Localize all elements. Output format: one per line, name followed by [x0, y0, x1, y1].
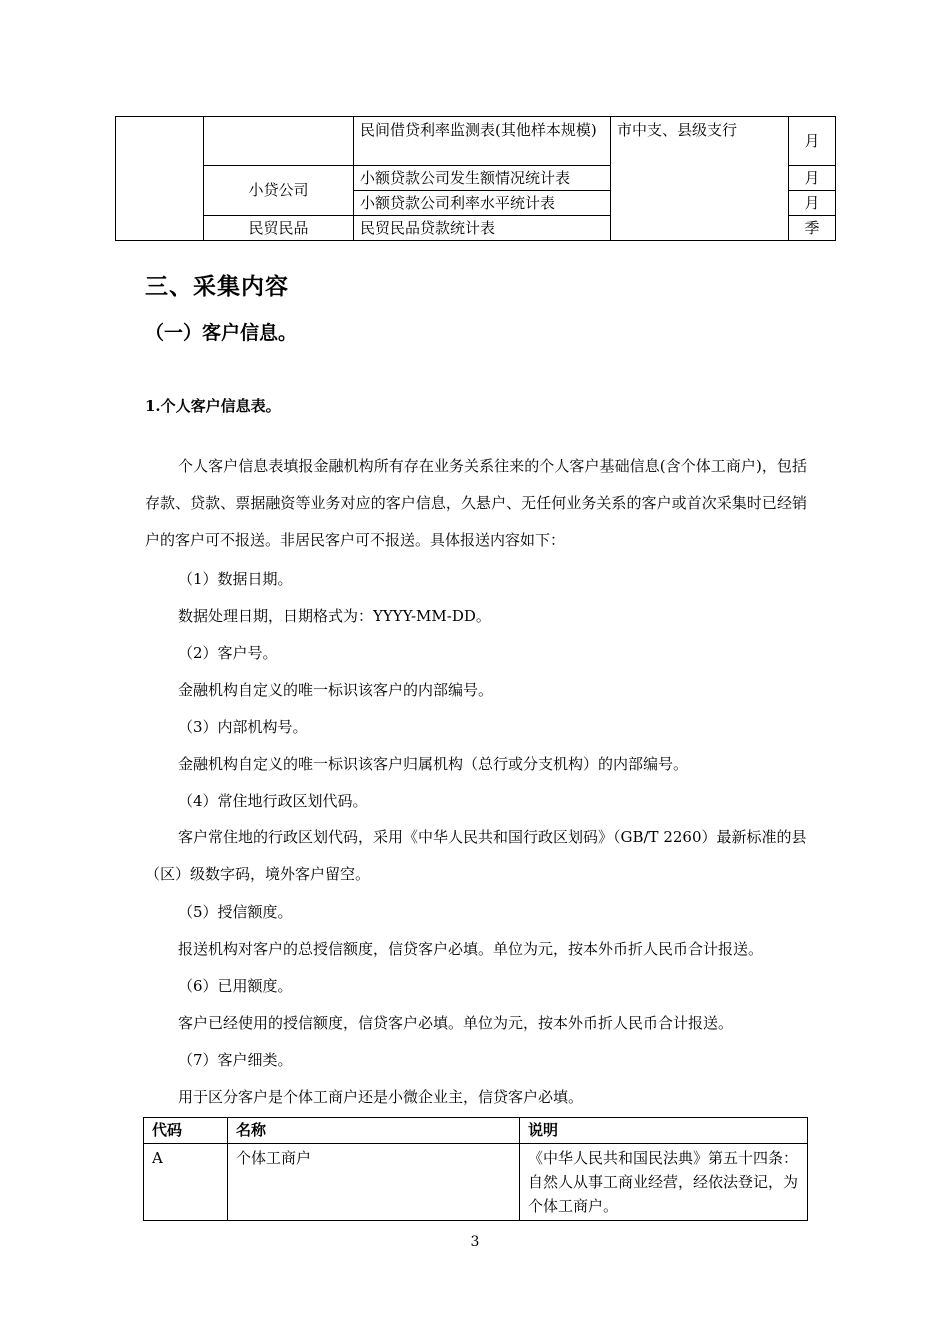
field-description: 用于区分客户是个体工商户还是小微企业主，信贷客户必填。 — [178, 1088, 584, 1106]
name-cell: 个体工商户 — [228, 1144, 520, 1221]
category-cell: 民贸民品 — [204, 216, 354, 241]
frequency-cell: 月 — [789, 191, 836, 216]
frequency-cell: 季 — [789, 216, 836, 241]
table-row — [116, 117, 836, 166]
field-label: （2）客户号。 — [178, 644, 278, 662]
table-header-row — [144, 1118, 808, 1144]
scope-cell: 市中支、县级支行 — [611, 117, 789, 241]
column-header: 说明 — [520, 1118, 808, 1144]
report-name-cell: 民贸民品贷款统计表 — [354, 216, 611, 241]
section-heading: 三、采集内容 — [145, 274, 289, 300]
table-cell — [116, 117, 204, 241]
field-label: （5）授信额度。 — [178, 903, 293, 921]
subsection-heading: （一）客户信息。 — [145, 322, 298, 344]
report-name-cell: 小额贷款公司利率水平统计表 — [354, 191, 611, 216]
field-label: （3）内部机构号。 — [178, 718, 308, 736]
customer-type-code-table — [143, 1117, 808, 1221]
field-description: 金融机构自定义的唯一标识该客户的内部编号。 — [178, 681, 494, 699]
column-header: 代码 — [144, 1118, 228, 1144]
report-frequency-table — [115, 116, 836, 241]
field-description: 金融机构自定义的唯一标识该客户归属机构（总行或分支机构）的内部编号。 — [178, 755, 689, 773]
column-header: 名称 — [228, 1118, 520, 1144]
intro-paragraph: 个人客户信息表填报金融机构所有存在业务关系往来的个人客户基础信息(含个体工商户)，包括存款、贷款、票据融资等业务对应的客户信息，久悬户、无任何业务关系的客户或首次采集时已经销户的客户可不报送。非居民客户可不报送。具体报送内容如下： — [145, 457, 807, 549]
frequency-cell: 月 — [789, 166, 836, 191]
field-description: 客户已经使用的授信额度，信贷客户必填。单位为元，按本外币折人民币合计报送。 — [178, 1014, 734, 1032]
page-number: 3 — [470, 1234, 480, 1250]
item-heading: 1.个人客户信息表。 — [145, 397, 281, 415]
frequency-cell: 月 — [789, 117, 836, 166]
field-description: 数据处理日期，日期格式为：YYYY-MM-DD。 — [178, 607, 491, 625]
field-label: （1）数据日期。 — [178, 570, 293, 588]
report-name-cell: 小额贷款公司发生额情况统计表 — [354, 166, 611, 191]
table-cell — [204, 117, 354, 166]
category-cell: 小贷公司 — [204, 166, 354, 216]
field-description: 报送机构对客户的总授信额度，信贷客户必填。单位为元，按本外币折人民币合计报送。 — [178, 940, 764, 958]
field-label: （4）常住地行政区划代码。 — [178, 792, 368, 810]
report-name-cell: 民间借贷利率监测表(其他样本规模) — [354, 117, 611, 166]
field-label: （6）已用额度。 — [178, 977, 293, 995]
table-row — [144, 1144, 808, 1221]
field-description: 客户常住地的行政区划代码，采用《中华人民共和国行政区划码》（GB/T 2260）最新标准的县（区）级数字码，境外客户留空。 — [145, 828, 807, 883]
field-label: （7）客户细类。 — [178, 1051, 293, 1069]
code-cell: A — [144, 1144, 228, 1221]
description-cell: 《中华人民共和国民法典》第五十四条：自然人从事工商业经营，经依法登记，为个体工商户。 — [520, 1144, 808, 1221]
